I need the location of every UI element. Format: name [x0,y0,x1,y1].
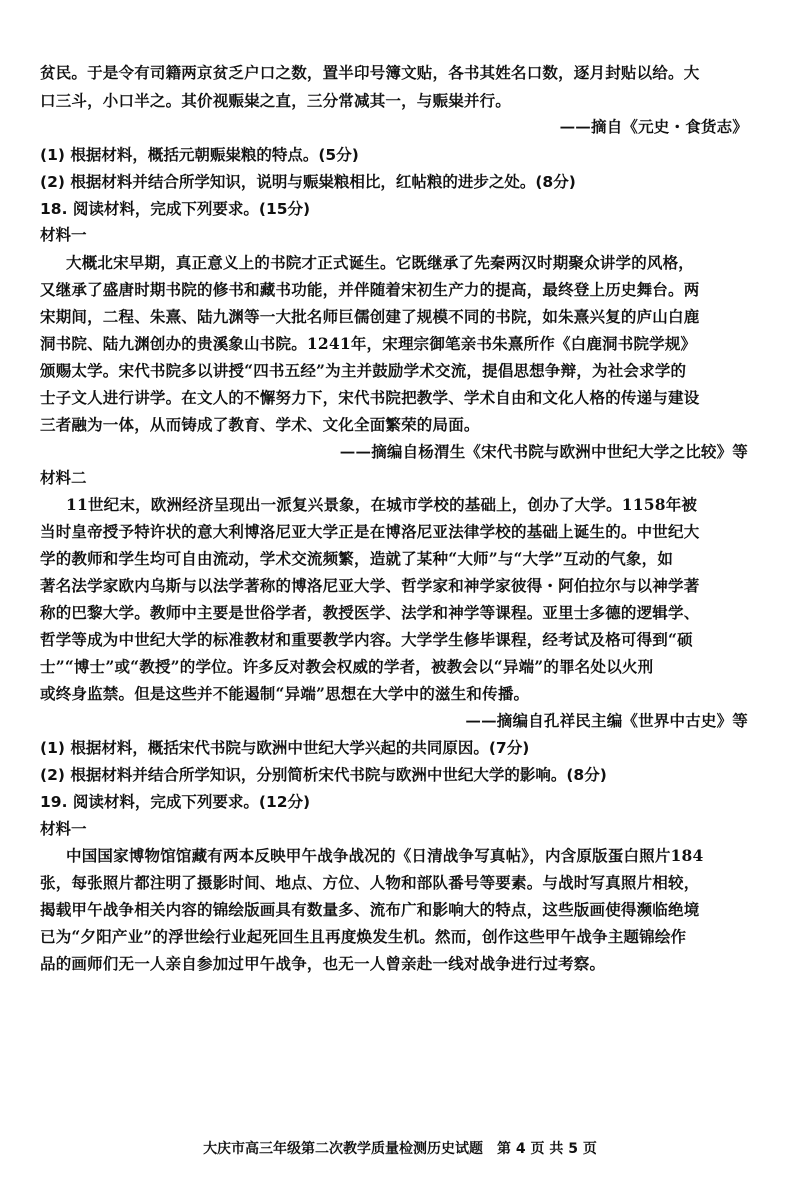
material-line: 中国国家博物馆馆藏有两本反映甲午战争战况的《日清战争写真帖》，内含原版蛋白照片184 [66,846,704,865]
material-line: 大概北宋早期，真正意义上的书院才正式诞生。它既继承了先秦两汉时期聚众讲学的风格， [66,253,695,272]
material-line: 品的画师们无一人亲自参加过甲午战争，也无一人曾亲赴一线对战争进行过考察。 [40,954,606,973]
material-source: ——摘编自孔祥民主编《世界中古史》等 [465,711,748,730]
material-line: 三者融为一体，从而铸成了教育、学术、文化全面繁荣的局面。 [40,415,480,434]
material-line: 当时皇帝授予特许状的意大利博洛尼亚大学正是在博洛尼亚法律学校的基础上诞生的。中世纪大 [40,522,700,541]
question-18-heading: 18. 阅读材料，完成下列要求。(15分) [40,200,311,218]
material-line: 贫民。于是令有司籍两京贫乏户口之数，置半印号簿文贴，各书其姓名口数，逐月封贴以给。大 [40,63,700,82]
question-19-heading: 19. 阅读材料，完成下列要求。(12分) [40,793,311,811]
material-line: 又继承了盛唐时期书院的修书和藏书功能，并伴随着宋初生产力的提高，最终登上历史舞台。两 [40,280,700,299]
material-line: 士子文人进行讲学。在文人的不懈努力下，宋代书院把教学、学术自由和文化人格的传递与建设 [40,388,700,407]
question-17-2: (2) 根据材料并结合所学知识，说明与赈粜粮相比，红帖粮的进步之处。(8分) [40,173,576,191]
material-line: 或终身监禁。但是这些并不能遏制“异端”思想在大学中的滋生和传播。 [40,684,530,703]
material-line: 哲学等成为中世纪大学的标准教材和重要教学内容。大学学生修毕课程，经考试及格可得到“硕 [40,630,693,649]
material-line: 口三斗，小口半之。其价视赈粜之直，三分常减其一，与赈粜并行。 [40,91,512,110]
question-18-2: (2) 根据材料并结合所学知识，分别简析宋代书院与欧洲中世纪大学的影响。(8分) [40,766,607,784]
material-line: 著名法学家欧内乌斯与以法学著称的博洛尼亚大学、哲学家和神学家彼得・阿伯拉尔与以神学著 [40,576,700,595]
material-line: 士”“博士”或“教授”的学位。许多反对教会权威的学者，被教会以“异端”的罪名处以火刑 [40,657,654,676]
material-line: 张，每张照片都注明了摄影时间、地点、方位、人物和部队番号等要素。与战时写真照片相较， [40,873,700,892]
material-line: 称的巴黎大学。教师中主要是世俗学者，教授医学、法学和神学等课程。亚里士多德的逻辑学、 [40,603,700,622]
material-source: ——摘编自杨渭生《宋代书院与欧洲中世纪大学之比较》等 [339,442,748,461]
page-footer: 大庆市高三年级第二次教学质量检测历史试题 第 4 页 共 5 页 [203,1141,597,1157]
material-line: 学的教师和学生均可自由流动，学术交流频繁，造就了某种“大师”与“大学”互动的气象，如 [40,549,674,568]
material-line: 揭载甲午战争相关内容的锦绘版画具有数量多、流布广和影响大的特点，这些版画使得濒临绝境 [40,900,700,919]
material-label: 材料一 [40,226,87,244]
material-line: 11世纪末，欧洲经济呈现出一派复兴景象，在城市学校的基础上，创办了大学。1158年被 [66,495,698,514]
question-17-1: (1) 根据材料，概括元朝赈粜粮的特点。(5分) [40,146,359,164]
material-line: 洞书院、陆九渊创办的贵溪象山书院。1241年，宋理宗御笔亲书朱熹所作《白鹿洞书院学规》 [40,334,697,353]
material-source: ——摘自《元史・食货志》 [559,117,748,136]
question-18-1: (1) 根据材料，概括宋代书院与欧洲中世纪大学兴起的共同原因。(7分) [40,739,530,757]
material-line: 颁赐太学。宋代书院多以讲授“四书五经”为主并鼓励学术交流，提倡思想争辩，为社会求学的 [40,361,687,380]
material-line: 宋期间，二程、朱熹、陆九渊等一大批名师巨儒创建了规模不同的书院，如朱熹兴复的庐山白鹿 [40,307,700,326]
material-label: 材料一 [40,820,87,838]
material-label: 材料二 [40,469,87,487]
material-line: 已为“夕阳产业”的浮世绘行业起死回生且再度焕发生机。然而，创作这些甲午战争主题锦绘作 [40,927,687,946]
